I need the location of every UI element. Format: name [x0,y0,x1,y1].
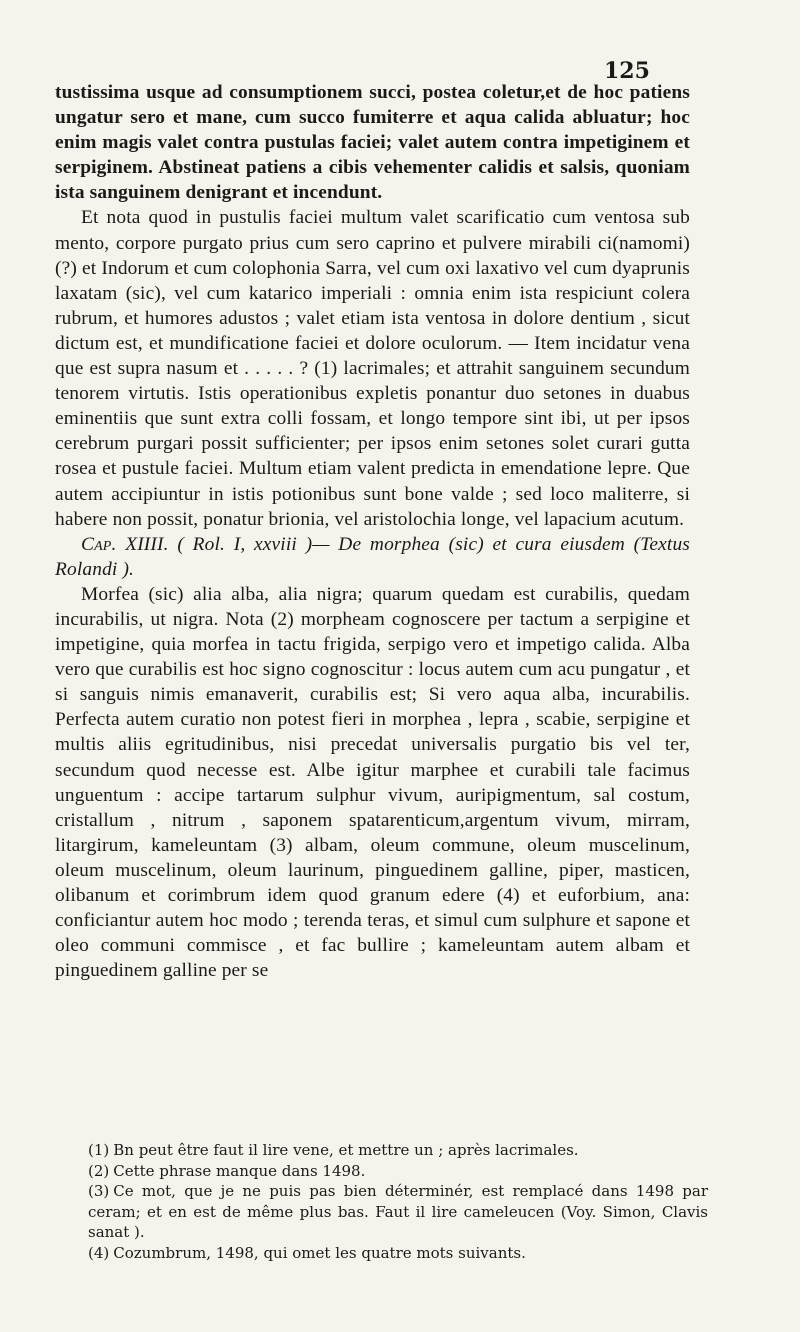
footnote-1 [88,1140,708,1161]
paragraph-1: tustissima usque ad consumptionem succi, postea coletur,et de hoc patiens ungatur sero et mane, cum succo fumiterre et aqua calida abluatur; hoc enim magis valet contra pustulas faciei; valet autem contra impetiginem et serpiginem. Abstineat patiens a cibis vehementer calidis et salsis, quoniam ista sanguinem denigrant et incendunt. [55,82,690,204]
footnote-3 [88,1181,708,1243]
footnote-text: Ce mot, que je ne puis pas bien déterminér, est remplacé dans 1498 par ceram; et en est de même plus bas. Faut il lire cameleucen (Voy. Simon, Clavis sanat ). [88,1182,708,1241]
footnote-2 [88,1161,708,1182]
page-number: 125 [604,58,650,84]
footnote-text: Bn peut être faut il lire vene, et mettre un ; après lacrimales. [113,1141,579,1159]
footnote-4 [88,1243,708,1264]
footnote-text: Cozumbrum, 1498, qui omet les quatre mots suivants. [113,1243,526,1262]
chapter-heading [55,532,690,582]
footnotes [88,1140,708,1263]
footnote-text: Cette phrase manque dans 1498. [113,1161,366,1180]
footnote-number: (1) [88,1141,110,1159]
paragraph-2: Et nota quod in pustulis faciei multum valet scarificatio cum ventosa sub mento, corpore purgato prius cum sero caprino et pulvere mirabili ci(namomi) (?) et Indorum et cum colophonia Sarra, vel cum oxi laxativo vel cum dyaprunis laxatam (sic), vel cum katarico imperiali : omnia enim ista respiciunt colera rubrum, et humores adustos ; valet etiam ista ventosa in dolore dentium , sicut dictum est, et mundificatione faciei et dolore oculorum. — Item incidatur vena que est supra nasum et . . . . . ? (1) lacrimales; et attrahit sanguinem secundum tenorem virtutis. Istis operationibus expletis ponantur duo setones in duabus eminentiis que sunt extra colli fossam, et longo tempore sint ibi, ut per ipsos cerebrum purgari possit sufficienter; per ipsos enim setones solet curari gutta rosea et pustule faciei. Multum etiam valent predicta in emendatione lepre. Que autem accipiuntur in istis potionibus sunt bone valde ; sed loco maliterre, si habere non possit, ponatur brionia, vel aristolochia longe, vel lapacium acutum. [55,207,690,530]
footnote-number: (3) [88,1182,110,1200]
chapter-number: . XIIII. [111,533,169,555]
paragraph-3: Morfea (sic) alia alba, alia nigra; quarum quedam est curabilis, quedam incurabilis, ut nigra. Nota (2) morpheam cognoscere per tactum a serpigine et impetigine, quia morfea in tactu frigida, serpigo vero et impetigo calida. Alba vero que curabilis est hoc signo cognoscitur : locus autem cum acu pungatur , et si sanguis nimis emanaverit, curabilis est; Si vero aqua alba, incurabilis. Perfecta autem curatio non potest fieri in morphea , lepra , scabie, serpigine et multis aliis egritudinibus, nisi precedat universalis purgatio bis vel ter, secundum quod necesse est. Albe igitur marphee et curabili tale facimus unguentum : accipe tartarum sulphur vivum, auripigmentum, sal costum, cristallum , nitrum , saponem spatarenticum,argentum vivum, mirram, litargirum, kameleuntam (3) albam, oleum commune, oleum muscelinum, oleum muscelinum, oleum laurinum, pinguedinem galline, piper, masticen, olibanum et corimbrum idem quod granum edere (4) et euforbium, ana: conficiantur autem hoc modo ; terenda teras, et simul cum sulphure et sapone et oleo communi commisce , et fac bullire ; kameleuntam autem albam et pinguedinem galline per se [55,583,690,982]
chapter-label: Cap [81,533,112,555]
body-text [55,80,690,983]
chapter-reference: ( Rol. I, xxviii )— De morphea (sic) et cura eiusdem (Textus Rolandi ). [55,533,690,580]
footnote-number: (2) [88,1161,110,1180]
footnote-number: (4) [88,1243,110,1262]
